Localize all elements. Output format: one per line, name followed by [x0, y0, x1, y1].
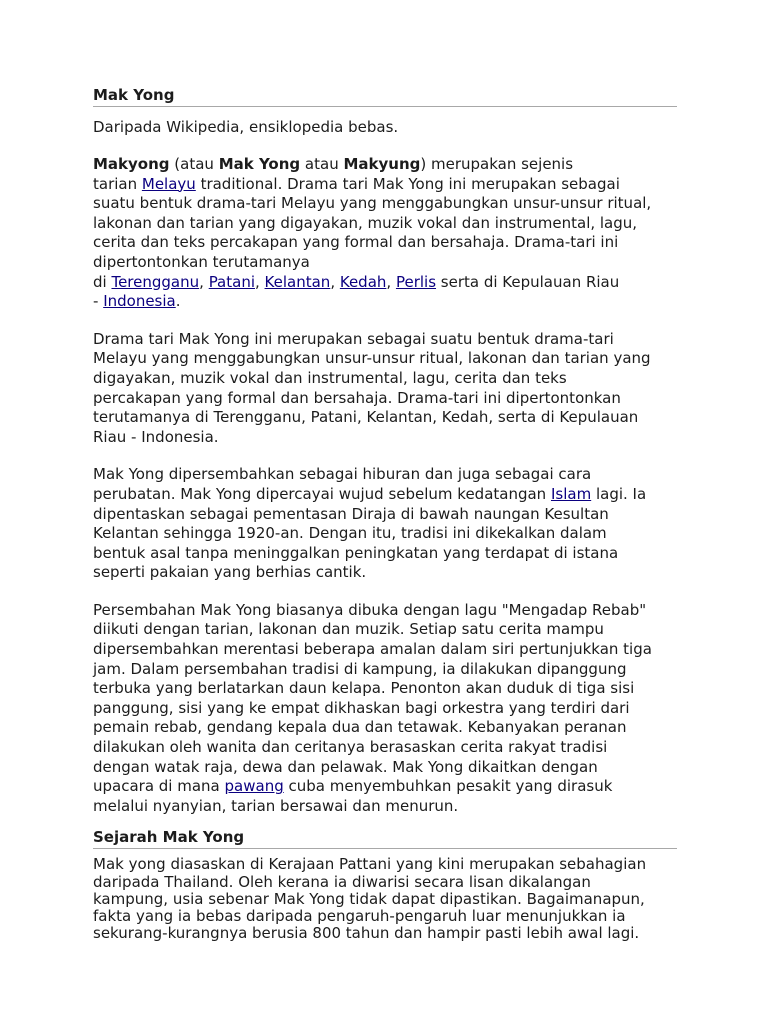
paragraph-4: Persembahan Mak Yong biasanya dibuka dengan lagu "Mengadap Rebab" diikuti dengan tarian, lakonan dan muzik. Setiap satu cerita mampu dipersembahkan merentasi beberapa amalan dalam siri pertunjukkan tiga jam. Dalam persembahan tradisi di kampung, ia dilakukan dipanggung terbuka yang berlatarkan daun kelapa. Penonton akan duduk di tiga sisi panggung, sisi yang ke empat dikhaskan bagi orkestra yang terdiri dari pemain rebab, gendang kepala dua dan tetawak. Kebanyakan peranan dilakukan oleh wanita dan ceritanya berasaskan cerita rakyat tradisi dengan watak raja, dewa dan pelawak. Mak Yong dikaitkan dengan upacara di mana pawang cuba menyembuhkan pesakit yang dirasuk melalui nyanyian, tarian bersawai dan menurun.	[93, 600, 652, 815]
bold-term: Mak Yong	[218, 155, 301, 173]
link-indonesia[interactable]: Indonesia	[103, 292, 176, 311]
paragraph-2: Drama tari Mak Yong ini merupakan sebagai suatu bentuk drama-tari Melayu yang menggabungkan unsur-unsur ritual, lakonan dan tarian yang digayakan, muzik vokal dan instrumental, lagu, cerita dan teks percakapan yang formal dan bersahaja. Drama-tari ini dipertontonkan terutamanya di Terengganu, Patani, Kelantan, Kedah, serta di Kepulauan Riau - Indonesia.	[93, 329, 651, 446]
sejarah-paragraph: Mak yong diasaskan di Kerajaan Pattani yang kini merupakan sebahagian daripada Thailand. Oleh kerana ia diwarisi secara lisan dikalangan kampung, usia sebenar Mak Yong tidak dapat dipastikan. Bagaimanapun, fakta yang ia bebas daripada pengaruh-pengaruh luar menunjukkan ia sekurang-kurangnya berusia 800 tahun dan hampir pasti lebih awal lagi.	[93, 855, 647, 943]
article-title: Mak Yong	[93, 86, 677, 107]
bold-term: Makyong	[93, 155, 170, 173]
link-pawang[interactable]: pawang	[224, 777, 284, 796]
link-patani[interactable]: Patani	[208, 272, 255, 291]
intro-paragraph: Makyong (atau Mak Yong atau Makyung) merupakan sejenis tarian Melayu traditional. Drama tari Mak Yong ini merupakan sebagai suatu bentuk drama-tari Melayu yang menggabungkan unsur-unsur ritual, lakonan dan tarian yang digayakan, muzik vokal dan instrumental, lagu, cerita dan teks percakapan yang formal dan bersahaja. Drama-tari ini dipertontonkan terutamanya di Terengganu, Patani, Kelantan, Kedah, Perlis serta di Kepulauan Riau - Indonesia.	[93, 155, 652, 311]
link-terengganu[interactable]: Terengganu	[111, 272, 200, 291]
link-melayu[interactable]: Melayu	[141, 174, 196, 193]
article-subtitle: Daripada Wikipedia, ensiklopedia bebas.	[93, 118, 399, 136]
bold-term: Makyung	[343, 155, 421, 173]
section-heading-sejarah: Sejarah Mak Yong	[93, 828, 677, 849]
article-body	[93, 86, 677, 942]
link-kelantan[interactable]: Kelantan	[264, 272, 331, 291]
paragraph-3: Mak Yong dipersembahkan sebagai hiburan dan juga sebagai cara perubatan. Mak Yong dipercayai wujud sebelum kedatangan Islam lagi. Ia dipentaskan sebagai pementasan Diraja di bawah naungan Kesultan Kelantan sehingga 1920-an. Dengan itu, tradisi ini dikekalkan dalam bentuk asal tanpa meninggalkan peningkatan yang terdapat di istana seperti pakaian yang berhias cantik.	[93, 465, 647, 582]
link-kedah[interactable]: Kedah	[339, 272, 387, 291]
link-perlis[interactable]: Perlis	[395, 272, 437, 291]
link-islam[interactable]: Islam	[550, 484, 592, 503]
